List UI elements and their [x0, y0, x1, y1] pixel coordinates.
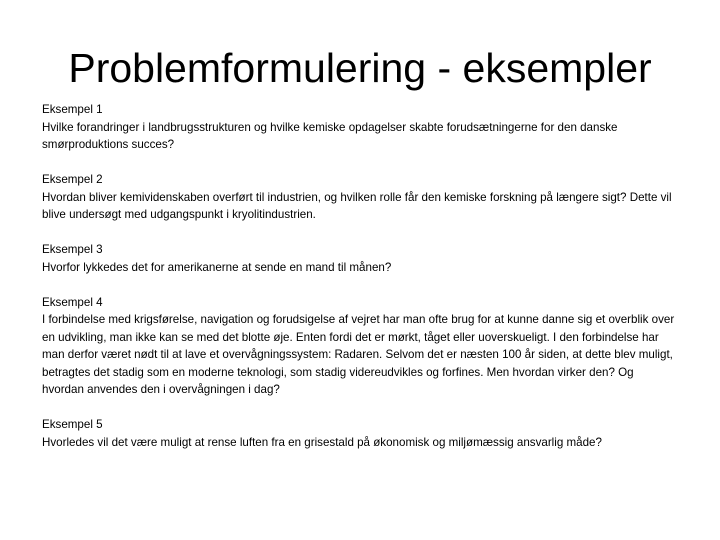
- example-heading: Eksempel 4: [42, 295, 103, 309]
- example-3: [42, 241, 678, 276]
- example-text: Hvorfor lykkedes det for amerikanerne at sende en mand til månen?: [42, 260, 392, 274]
- example-text: I forbindelse med krigsførelse, navigation og forudsigelse af vejret har man ofte brug for at kunne danne sig et overblik over en udvikling, man ikke kan se med det blotte øje. Enten fordi det er mørkt, tåget eller uoverskueligt. I den forbindelse har man derfor været nødt til at lave et overvågningssystem: Radaren. Selvom det er næsten 100 år siden, at dette blev muligt, betragtes det stadig som en moderne teknologi, som stadig videreudvikles og forfines. Men hvordan virker den? Og hvordan anvendes den i overvågningen i dag?: [42, 313, 675, 396]
- example-heading: Eksempel 1: [42, 103, 103, 116]
- example-2: [42, 171, 678, 224]
- example-heading: Eksempel 2: [42, 173, 103, 186]
- example-text: Hvorledes vil det være muligt at rense luften fra en grisestald på økonomisk og miljømæssig ansvarlig måde?: [42, 435, 602, 449]
- example-heading: Eksempel 5: [42, 418, 103, 431]
- example-5: [42, 416, 678, 451]
- examples-list: [42, 101, 678, 451]
- example-4: [42, 294, 678, 399]
- example-heading: Eksempel 3: [42, 243, 103, 256]
- example-1: [42, 101, 678, 154]
- example-text: Hvilke forandringer i landbrugsstrukturen og hvilke kemiske opdagelser skabte forudsætningerne for den danske smørproduktions succes?: [42, 120, 618, 151]
- example-text: Hvordan bliver kemividenskaben overført til industrien, og hvilken rolle får den kemiske forskning på længere sigt? Dette vil blive undersøgt med udgangspunkt i kryolitindustrien.: [42, 190, 672, 221]
- slide-title: Problemformulering - eksempler: [68, 45, 652, 91]
